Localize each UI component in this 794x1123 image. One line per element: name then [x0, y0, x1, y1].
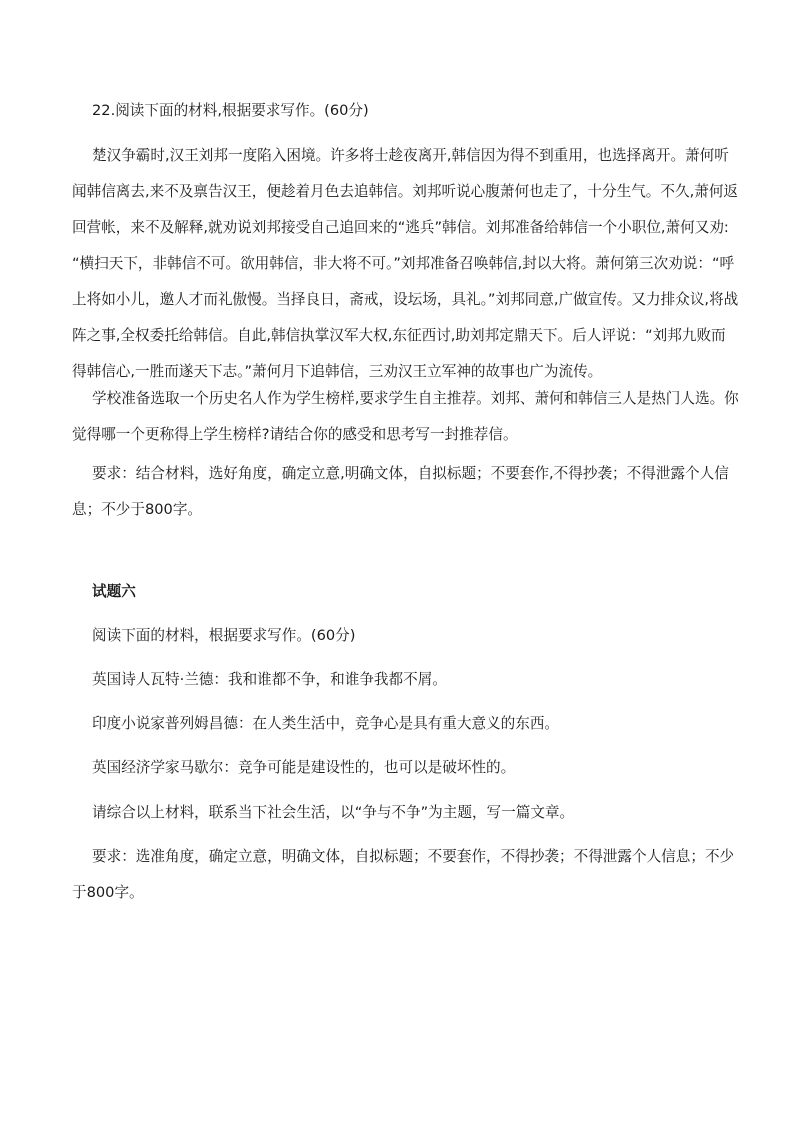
quote-landor: 英国诗人瓦特·兰德：我和谁都不争，和谁争我都不屑。 — [92, 671, 447, 688]
material-line: 闻韩信离去,来不及禀告汉王，便趁着月色去追韩信。刘邦听说心腹萧何也走了，十分生气。不久,萧何返 — [72, 183, 739, 200]
requirement-line: 息；不少于800字。 — [72, 501, 203, 518]
quote-marshall: 英国经济学家马歇尔：竞争可能是建设性的，也可以是破坏性的。 — [92, 759, 516, 776]
requirement-line: 要求：结合材料，选好角度，确定立意,明确文体，自拟标题；不要套作,不得抄袭；不得泄露个人信 — [92, 465, 729, 482]
question-22-requirements — [72, 456, 729, 528]
material-line: 阵之事,全权委托给韩信。自此,韩信执掌汉军大权,东征西讨,助刘邦定鼎天下。后人评说：“刘邦九败而 — [72, 327, 726, 344]
question-6-instruction: 请综合以上材料，联系当下社会生活，以“争与不争”为主题，写一篇文章。 — [92, 804, 575, 821]
question-22-title: 22.阅读下面的材料,根据要求写作。(60分) — [92, 102, 369, 119]
requirement-line: 要求：选准角度，确定立意，明确文体，自拟标题；不要套作，不得抄袭；不得泄露个人信息；不少 — [92, 848, 735, 865]
material-line: 回营帐，来不及解释,就劝说刘邦接受自己追回来的“逃兵”韩信。刘邦准备给韩信一个小职位,萧何又劝: — [72, 219, 729, 236]
question-6-heading: 试题六 — [92, 583, 136, 600]
question-6-requirements — [72, 839, 735, 911]
quote-premchand: 印度小说家普列姆昌德：在人类生活中，竞争心是具有重大意义的东西。 — [92, 715, 560, 732]
material-line: “横扫天下，非韩信不可。欲用韩信，非大将不可。”刘邦准备召唤韩信,封以大将。萧何第三次劝说：“呼 — [72, 255, 735, 272]
question-6-intro: 阅读下面的材料，根据要求写作。(60分) — [92, 627, 356, 644]
question-22-task — [72, 381, 739, 453]
material-line: 楚汉争霸时,汉王刘邦一度陷入困境。许多将士趁夜离开,韩信因为得不到重用，也选择离开。萧何听 — [92, 147, 729, 164]
task-line: 觉得哪一个更称得上学生榜样?请结合你的感受和思考写一封推荐信。 — [72, 426, 518, 443]
requirement-line: 于800字。 — [72, 884, 144, 901]
material-line: 得韩信心,一胜而遂天下志。”萧何月下追韩信，三劝汉王立军神的故事也广为流传。 — [72, 363, 603, 380]
task-line: 学校准备选取一个历史名人作为学生榜样,要求学生自主推荐。刘邦、萧何和韩信三人是热门人选。你 — [92, 390, 739, 407]
material-line: 上将如小儿，邀人才而礼傲慢。当择良日，斋戒，设坛场，具礼。”刘邦同意,广做宣传。又力排众议,将战 — [72, 291, 739, 308]
question-22-material — [72, 138, 739, 390]
